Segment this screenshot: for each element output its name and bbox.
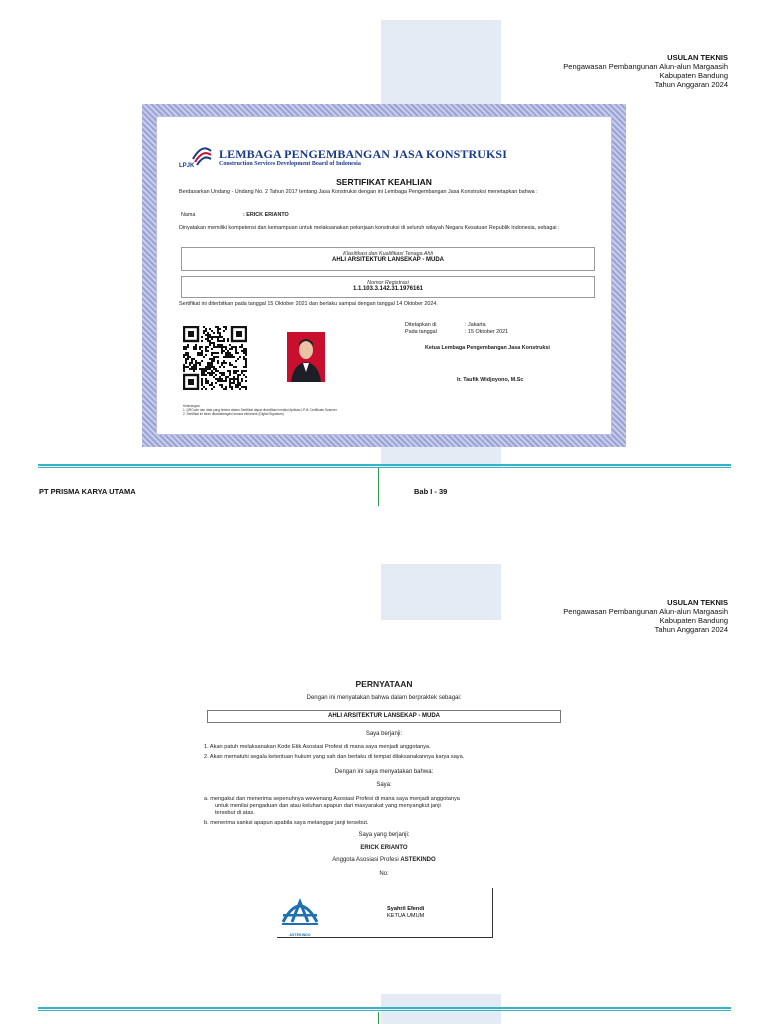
issued-at-label: Ditetapkan di (405, 322, 437, 328)
lpjk-logo-text: LPJK (179, 163, 195, 169)
certificate-intro: Berdasarkan Undang - Undang No. 2 Tahun 2017 tentang Jasa Konstruksi dengan ini Lembaga Pengembangan Jasa Konstruksi menetapkan bahwa : (179, 189, 538, 195)
name-value: : ERICK ERIANTO (243, 212, 289, 218)
issued-date-value: : 15 Oktober 2021 (465, 329, 509, 335)
statement-title: PERNYATAAN (355, 679, 413, 689)
note-2: 2. Sertifikat ini telah ditandatangani secara elektronik (Digital Signature) (183, 412, 284, 416)
classification-label: Klasifikasi dan Kualifikasi Tenaga Ahli (343, 251, 433, 257)
point-a-line2: untuk menilai pengaduan dan atau keluhan apapun dari masyarakat yang menyangkut janji (215, 803, 441, 809)
certificate-declaration: Dinyatakan memiliki kompetensi dan kemampuan untuk melaksanakan pekerjaan konstruksi di seluruh wilayah Negara Kesatuan Republik Indonesia, sebagai : (179, 225, 560, 231)
certificate-body (156, 116, 612, 435)
name-label: Nama (181, 212, 196, 218)
statement-name: ERICK ERIANTO (360, 845, 408, 851)
footer-rule-2 (38, 1007, 731, 1011)
promise-2: 2. Akan mematuhi segala ketentuan hukum yang sah dan berlaku di tempat dilaksanakannya karya saya. (204, 754, 465, 760)
page-header-2 (563, 598, 728, 634)
saya-label: Saya: (376, 782, 392, 788)
declare-heading: Dengan ini saya menyatakan bahwa: (334, 769, 434, 775)
certificate-title: SERTIFIKAT KEAHLIAN (336, 177, 432, 187)
org-name: LEMBAGA PENGEMBANGAN JASA KONSTRUKSI (219, 147, 507, 161)
chair-name: Ir. Taufik Widjoyono, M.Sc (457, 377, 524, 383)
footer-rule (38, 464, 731, 468)
point-a-line3: tersebut di atas. (215, 810, 255, 816)
page-header (563, 53, 728, 89)
astekindo-logo-text: ASTEKINDO (289, 933, 311, 937)
footer-page-number: Bab I - 39 (414, 487, 448, 496)
footer-company: PT PRISMA KARYA UTAMA (39, 487, 136, 496)
header-title: USULAN TEKNIS (667, 53, 728, 62)
header-line2: Kabupaten Bandung (659, 71, 728, 80)
signer-role: KETUA UMUM (387, 913, 425, 919)
header-line1-2: Pengawasan Pembangunan Alun-alun Margaasih (563, 607, 728, 616)
page-tab-top (381, 20, 501, 104)
promise-heading: Saya berjanji: (365, 731, 403, 737)
member-org: ASTEKINDO (400, 857, 436, 863)
header-line2-2: Kabupaten Bandung (659, 616, 728, 625)
classification-value: AHLI ARSITEKTUR LANSEKAP - MUDA (332, 257, 444, 263)
header-title-2: USULAN TEKNIS (667, 598, 728, 607)
member-prefix: Anggota Asosiasi Profesi (332, 857, 399, 863)
org-subtitle: Construction Services Development Board of Indonesia (219, 161, 361, 167)
footer-divider (378, 468, 379, 506)
closing-text: Saya yang berjanji: (358, 832, 410, 838)
header-line3: Tahun Anggaran 2024 (654, 80, 728, 89)
chair-title: Ketua Lembaga Pengembangan Jasa Konstruksi (425, 345, 550, 351)
validity-text: Sertifikat ini diterbitkan pada tanggal 15 Oktober 2021 dan berlaku sampai dengan tanggal 14 Oktober 2024. (179, 301, 438, 307)
footer-divider-2 (378, 1012, 379, 1024)
registration-box (181, 276, 595, 298)
notes-title: Keterangan: (183, 404, 201, 408)
profile-photo-icon (287, 332, 325, 382)
certificate-notes (183, 404, 337, 416)
classification-box (181, 247, 595, 271)
qr-code-icon (183, 326, 247, 390)
member-line (0, 857, 768, 863)
registration-value: 1.1.103.3.142.31.1976161 (352, 286, 424, 292)
registration-label: Nomor Registrasi (367, 280, 409, 286)
member-number-label: No: (379, 871, 389, 877)
header-line1: Pengawasan Pembangunan Alun-alun Margaasih (563, 62, 728, 71)
astekindo-logo-icon (280, 892, 320, 932)
page-tab-top-2 (381, 564, 501, 620)
statement-role-box: AHLI ARSITEKTUR LANSEKAP - MUDA (207, 710, 561, 723)
issued-date-label: Pada tanggal (405, 329, 437, 335)
header-line3-2: Tahun Anggaran 2024 (654, 625, 728, 634)
certificate-frame (142, 104, 626, 447)
promise-1: 1. Akan patuh melaksanakan Kode Etik Asosiasi Profesi di mana saya menjadi anggotanya. (204, 744, 431, 750)
point-b: b. menerima sanksi apapun apabila saya melanggar janji tersebut. (204, 820, 369, 826)
point-a-line1: a. mengakui dan menerima sepenuhnya wewenang Asosiasi Profesi di mana saya menjadi anggotanya (204, 796, 460, 802)
issued-at-value: : Jakarta (465, 322, 486, 328)
signer-name: Syahril Efendi (387, 906, 425, 912)
statement-intro: Dengan ini menyatakan bahwa dalam berpraktek sebagai: (306, 695, 462, 701)
note-1: 1. QRCode dan data yang tertera dalam Sertifikat dapat diverifikasi melalui Aplikasi LPJK Certificate Scanner (183, 408, 337, 412)
